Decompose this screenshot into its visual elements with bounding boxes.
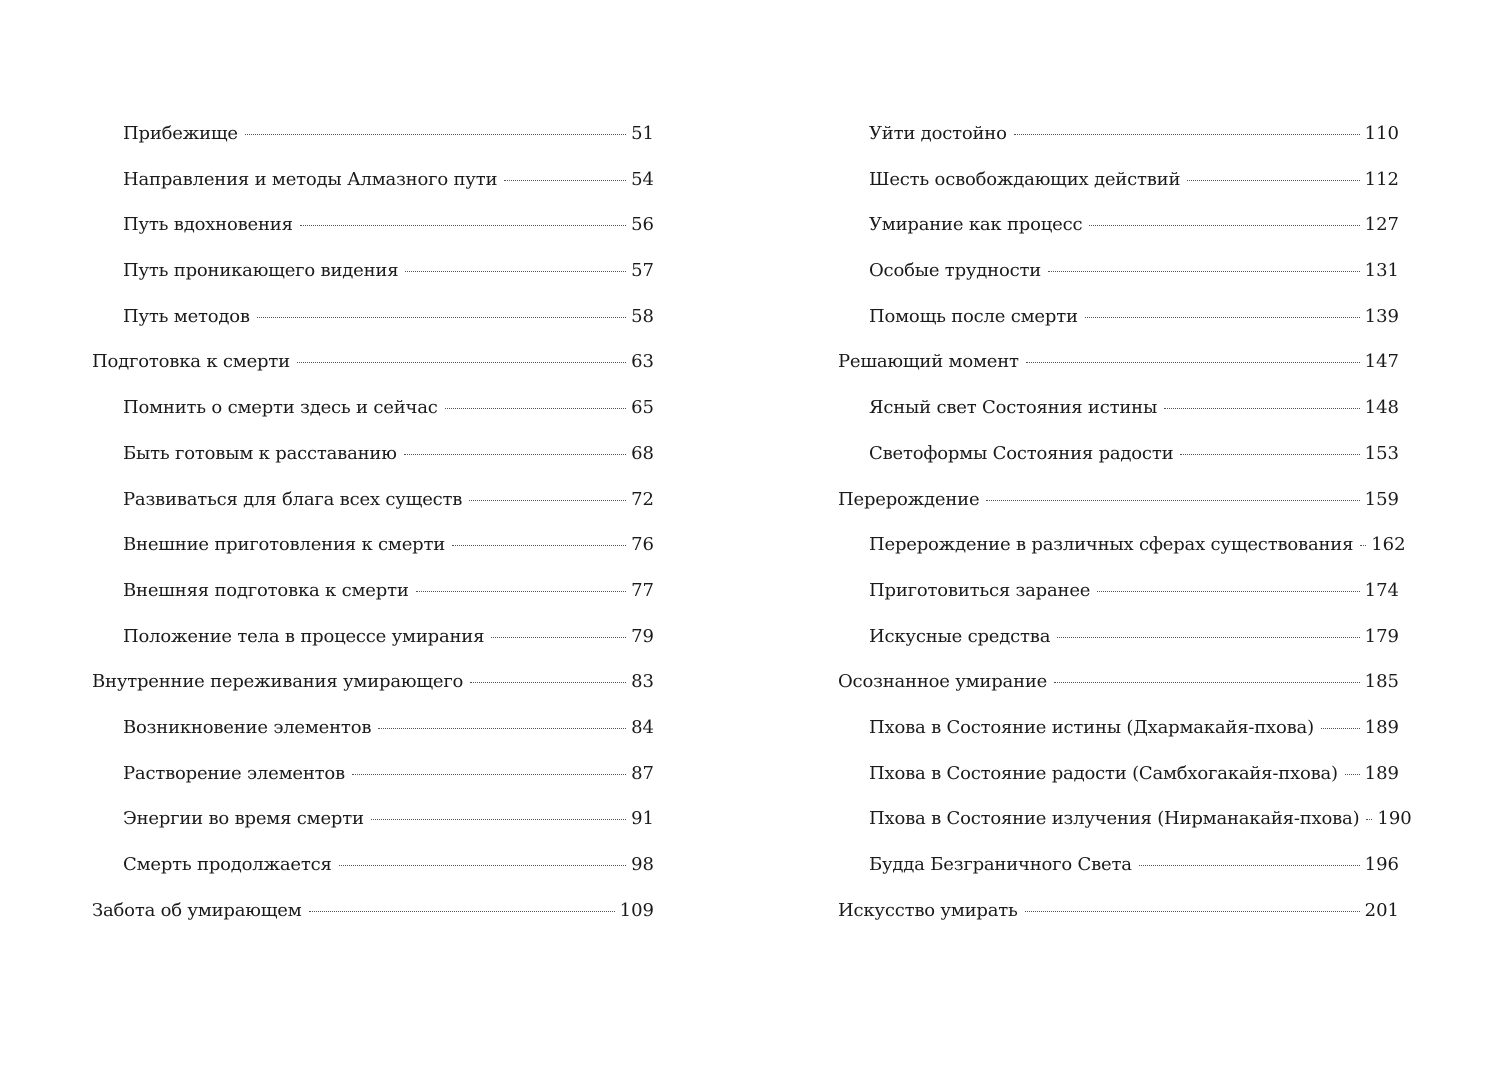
toc-entry-page-number: 109 (619, 899, 654, 921)
toc-section-entry (838, 431, 1399, 477)
dot-leader (1360, 545, 1366, 546)
toc-entry-title: Внешние приготовления к смерти (123, 534, 446, 556)
toc-section-entry (838, 796, 1412, 842)
toc-entry-title: Забота об умирающем (92, 899, 302, 921)
toc-section-entry (92, 522, 654, 568)
dot-leader (1164, 408, 1360, 409)
toc-entry-title: Путь проникающего видения (123, 260, 399, 282)
toc-section-entry (838, 248, 1399, 294)
toc-entry-page-number: 196 (1364, 854, 1399, 875)
dot-leader (405, 271, 626, 272)
toc-chapter-entry (838, 659, 1399, 705)
toc-entry-title: Приготовиться заранее (869, 579, 1091, 601)
toc-section-entry (838, 705, 1399, 751)
toc-entry-page-number: 110 (1364, 123, 1399, 144)
toc-entry-title: Особые трудности (869, 260, 1042, 282)
dot-leader (491, 637, 626, 638)
toc-chapter-entry (92, 888, 654, 934)
toc-entry-title: Возникновение элементов (123, 716, 372, 738)
toc-entry-title: Решающий момент (838, 351, 1019, 373)
toc-entry-page-number: 189 (1364, 716, 1399, 738)
toc-entry-page-number: 83 (631, 671, 654, 693)
toc-entry-title: Уйти достойно (869, 123, 1007, 144)
dot-leader (1048, 271, 1360, 272)
toc-entry-title: Ясный свет Состояния истины (869, 397, 1158, 419)
toc-entry-page-number: 162 (1371, 534, 1406, 556)
toc-section-entry (92, 248, 654, 294)
toc-section-entry (838, 842, 1399, 888)
dot-leader (1345, 774, 1360, 775)
toc-entry-page-number: 54 (631, 168, 654, 190)
toc-entry-title: Смерть продолжается (123, 854, 332, 875)
dot-leader (309, 911, 615, 912)
toc-entry-page-number: 68 (631, 442, 654, 464)
toc-entry-title: Пхова в Состояние истины (Дхармакайя-пхова) (869, 716, 1314, 738)
toc-entry-page-number: 72 (631, 488, 654, 510)
toc-entry-page-number: 190 (1377, 808, 1412, 830)
toc-entry-title: Помнить о смерти здесь и сейчас (123, 397, 438, 419)
toc-entry-title: Растворение элементов (123, 762, 345, 784)
toc-entry-title: Положение тела в процессе умирания (123, 625, 485, 647)
toc-entry-page-number: 174 (1364, 579, 1399, 601)
toc-chapter-entry (838, 477, 1399, 523)
toc-entry-page-number: 153 (1364, 442, 1399, 464)
dot-leader (245, 134, 626, 135)
toc-entry-page-number: 87 (631, 762, 654, 784)
toc-entry-page-number: 189 (1364, 762, 1399, 784)
dot-leader (1187, 180, 1359, 181)
toc-section-entry (92, 796, 654, 842)
toc-entry-title: Помощь после смерти (869, 305, 1078, 327)
toc-left-column (92, 111, 654, 933)
toc-section-entry (838, 522, 1406, 568)
toc-entry-page-number: 77 (631, 579, 654, 601)
toc-section-entry (92, 705, 654, 751)
toc-entry-page-number: 131 (1364, 260, 1399, 282)
toc-entry-title: Пхова в Состояние излучения (Нирманакайя-пхова) (869, 808, 1360, 830)
toc-entry-title: Внутренние переживания умирающего (92, 671, 464, 693)
toc-entry-page-number: 98 (631, 854, 654, 875)
toc-entry-page-number: 65 (631, 397, 654, 419)
toc-entry-title: Энергии во время смерти (123, 808, 364, 830)
toc-entry-page-number: 201 (1364, 899, 1399, 921)
toc-chapter-entry (92, 659, 654, 705)
dot-leader (452, 545, 626, 546)
toc-section-entry (838, 157, 1399, 203)
toc-entry-page-number: 56 (631, 214, 654, 236)
dot-leader (257, 317, 626, 318)
toc-chapter-entry (838, 888, 1399, 934)
toc-entry-page-number: 57 (631, 260, 654, 282)
dot-leader (1085, 317, 1360, 318)
toc-entry-title: Светоформы Состояния радости (869, 442, 1174, 464)
dot-leader (1366, 819, 1372, 820)
dot-leader (445, 408, 626, 409)
toc-section-entry (838, 385, 1399, 431)
toc-section-entry (92, 614, 654, 660)
toc-entry-page-number: 159 (1364, 488, 1399, 510)
toc-section-entry (92, 111, 654, 157)
toc-entry-page-number: 127 (1364, 214, 1399, 236)
toc-section-entry (838, 568, 1399, 614)
toc-entry-title: Быть готовым к расставанию (123, 442, 397, 464)
toc-entry-title: Развиваться для блага всех существ (123, 488, 463, 510)
toc-entry-title: Путь вдохновения (123, 214, 293, 236)
dot-leader (352, 774, 626, 775)
toc-entry-page-number: 79 (631, 625, 654, 647)
toc-entry-title: Прибежище (123, 123, 238, 144)
toc-entry-title: Будда Безграничного Света (869, 854, 1132, 875)
toc-entry-page-number: 51 (631, 123, 654, 144)
dot-leader (404, 454, 626, 455)
dot-leader (378, 728, 626, 729)
toc-chapter-entry (92, 339, 654, 385)
toc-entry-page-number: 185 (1364, 671, 1399, 693)
toc-right-column (838, 111, 1412, 933)
dot-leader (1026, 362, 1360, 363)
dot-leader (470, 682, 626, 683)
dot-leader (1180, 454, 1359, 455)
dot-leader (986, 500, 1359, 501)
toc-entry-title: Внешняя подготовка к смерти (123, 579, 409, 601)
dot-leader (1139, 865, 1360, 866)
toc-section-entry (838, 294, 1399, 340)
toc-entry-title: Искусство умирать (838, 899, 1018, 921)
dot-leader (1089, 225, 1359, 226)
toc-entry-page-number: 91 (631, 808, 654, 830)
toc-section-entry (92, 477, 654, 523)
toc-entry-page-number: 76 (631, 534, 654, 556)
toc-entry-page-number: 148 (1364, 397, 1399, 419)
toc-entry-page-number: 63 (631, 351, 654, 373)
toc-entry-title: Подготовка к смерти (92, 351, 290, 373)
toc-entry-title: Пхова в Состояние радости (Самбхогакайя-пхова) (869, 762, 1338, 784)
toc-chapter-entry (838, 339, 1399, 385)
toc-entry-title: Путь методов (123, 305, 250, 327)
dot-leader (504, 180, 626, 181)
dot-leader (416, 591, 626, 592)
toc-section-entry (92, 568, 654, 614)
toc-entry-page-number: 58 (631, 305, 654, 327)
toc-entry-title: Перерождение (838, 488, 980, 510)
toc-entry-title: Искусные средства (869, 625, 1051, 647)
toc-entry-page-number: 112 (1364, 168, 1399, 190)
dot-leader (1025, 911, 1360, 912)
toc-entry-page-number: 139 (1364, 305, 1399, 327)
dot-leader (297, 362, 626, 363)
toc-entry-page-number: 84 (631, 716, 654, 738)
toc-section-entry (92, 202, 654, 248)
toc-entry-title: Умирание как процесс (869, 214, 1083, 236)
dot-leader (371, 819, 626, 820)
toc-section-entry (838, 751, 1399, 797)
dot-leader (300, 225, 626, 226)
dot-leader (1097, 591, 1359, 592)
toc-section-entry (838, 202, 1399, 248)
toc-entry-title: Осознанное умирание (838, 671, 1048, 693)
toc-entry-title: Направления и методы Алмазного пути (123, 168, 498, 190)
toc-entry-page-number: 147 (1364, 351, 1399, 373)
toc-section-entry (92, 294, 654, 340)
toc-section-entry (838, 111, 1399, 157)
dot-leader (469, 500, 626, 501)
dot-leader (1054, 682, 1360, 683)
toc-section-entry (92, 385, 654, 431)
toc-entry-title: Перерождение в различных сферах существования (869, 534, 1354, 556)
toc-section-entry (838, 614, 1399, 660)
toc-entry-title: Шесть освобождающих действий (869, 168, 1181, 190)
dot-leader (1321, 728, 1360, 729)
toc-section-entry (92, 842, 654, 888)
dot-leader (1057, 637, 1359, 638)
toc-section-entry (92, 157, 654, 203)
dot-leader (1014, 134, 1360, 135)
toc-entry-page-number: 179 (1364, 625, 1399, 647)
dot-leader (339, 865, 626, 866)
toc-section-entry (92, 431, 654, 477)
toc-section-entry (92, 751, 654, 797)
